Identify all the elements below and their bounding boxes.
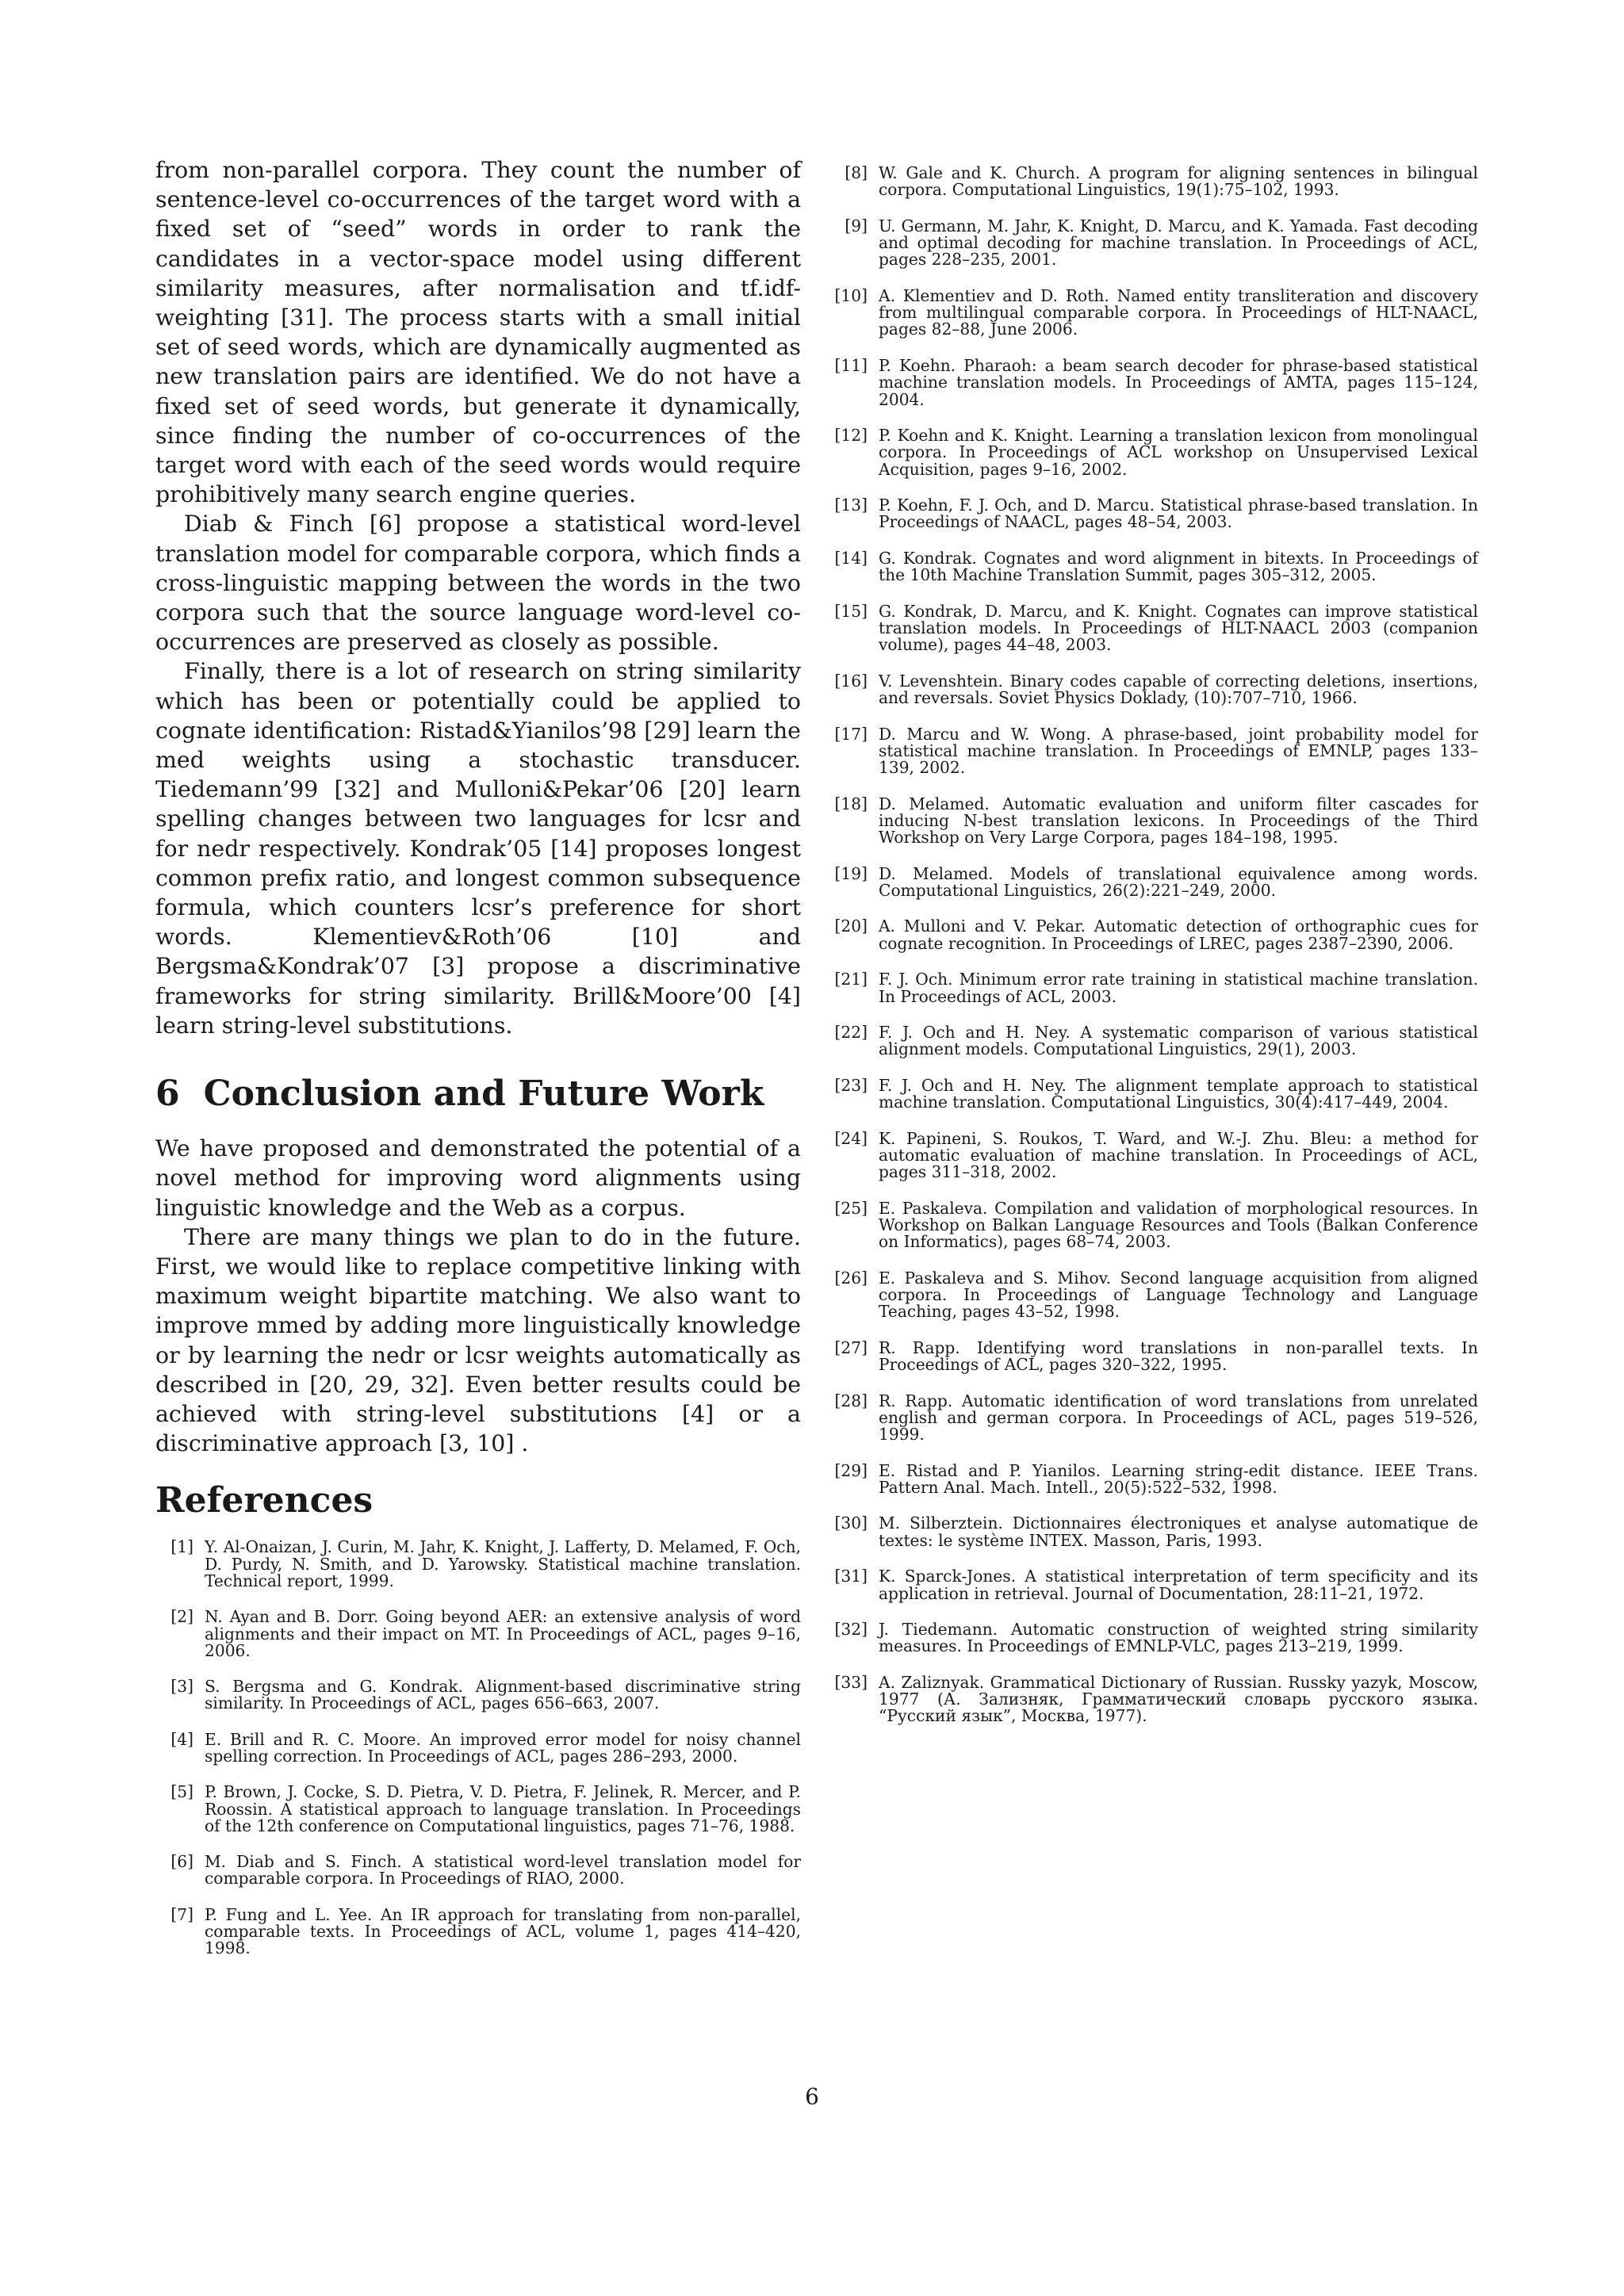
- reference-text: P. Koehn, F. J. Och, and D. Marcu. Statistical phrase-based translation. In Proceedings of NAACL, pages 48–54, 2003.: [879, 496, 1478, 532]
- reference-item: [829, 355, 1478, 409]
- reference-item: [829, 796, 1478, 847]
- reference-label: [28]: [834, 1391, 868, 1410]
- reference-item: [829, 1128, 1478, 1182]
- reference-item: [155, 1784, 801, 1835]
- reference-label: [27]: [834, 1337, 868, 1357]
- reference-item: [829, 971, 1478, 1005]
- reference-text: A. Mulloni and V. Pekar. Automatic detection of orthographic cues for cognate recognition. In Proceedings of LREC, pages 2387–2390, 2006.: [879, 916, 1478, 953]
- body-paragraph: We have proposed and demonstrated the potential of a novel method for improving word alignments using linguistic knowledge and the Web as a corpus.: [155, 1135, 801, 1221]
- reference-item: [829, 550, 1478, 584]
- reference-text: W. Gale and K. Church. A program for aligning sentences in bilingual corpora. Computational Linguistics, 19(1):75–102, 1993.: [879, 163, 1478, 200]
- reference-item: [829, 285, 1478, 339]
- reference-item: [829, 1515, 1478, 1549]
- reference-text: D. Melamed. Models of translational equivalence among words. Computational Linguistics, 26(2):221–249, 2000.: [879, 863, 1478, 900]
- reference-label: [22]: [834, 1023, 868, 1043]
- reference-text: N. Ayan and B. Dorr. Going beyond AER: an extensive analysis of word alignments and their impact on MT. In Proceedings of ACL, pages 9–16, 2006.: [205, 1607, 801, 1660]
- reference-text: E. Paskaleva and S. Mihov. Second language acquisition from aligned corpora. In Proceedings of Language Technology and Language Teaching, pages 43–52, 1998.: [879, 1268, 1478, 1322]
- reference-label: [33]: [834, 1672, 868, 1692]
- body-paragraph: from non-parallel corpora. They count the number of sentence-level co-occurrences of the target word with a fixed set of “seed” words in order to rank the candidates in a vector-space model using different similarity measures, after normalisation and tf.idf-weighting [31]. The process starts with a small initial set of seed words, which are dynamically augmented as new translation pairs are identified. We do not have a fixed set of seed words, but generate it dynamically, since finding the number of co-occurrences of the target word with each of the seed words would require prohibitively many search engine queries.: [155, 157, 801, 508]
- reference-item: [155, 1729, 801, 1766]
- reference-text: K. Sparck-Jones. A statistical interpretation of term specificity and its application in retrieval. Journal of Documentation, 28:11–21, 1972.: [879, 1567, 1478, 1603]
- body-paragraph: Diab & Finch [6] propose a statistical word-level translation model for comparable corpora, which finds a cross-linguistic mapping between the words in the two corpora such that the source language word-level co-occurrences are preserved as closely as possible.: [155, 511, 801, 656]
- reference-text: K. Papineni, S. Roukos, T. Ward, and W.-J. Zhu. Bleu: a method for automatic evaluation of machine translation. In Proceedings of ACL, pages 311–318, 2002.: [879, 1128, 1478, 1182]
- reference-item: [829, 1674, 1478, 1725]
- reference-text: S. Bergsma and G. Kondrak. Alignment-based discriminative string similarity. In Proceedings of ACL, pages 656–663, 2007.: [205, 1677, 801, 1713]
- reference-label: [23]: [834, 1075, 868, 1095]
- reference-text: R. Rapp. Identifying word translations in non-parallel texts. In Proceedings of ACL, pages 320–322, 1995.: [879, 1337, 1478, 1375]
- right-column: [829, 165, 1478, 1744]
- reference-label: [2]: [170, 1607, 193, 1627]
- reference-label: [16]: [834, 671, 868, 691]
- reference-label: [21]: [834, 970, 868, 989]
- reference-item: [829, 497, 1478, 531]
- reference-item: [829, 1337, 1478, 1375]
- reference-label: [7]: [170, 1904, 193, 1924]
- reference-item: [829, 603, 1478, 654]
- reference-item: [829, 1460, 1478, 1497]
- reference-item: [155, 1854, 801, 1888]
- reference-text: D. Marcu and W. Wong. A phrase-based, joint probability model for statistical machine translation. In Proceedings of EMNLP, pages 133–139, 2002.: [879, 724, 1478, 778]
- reference-label: [14]: [834, 548, 868, 568]
- reference-text: P. Brown, J. Cocke, S. D. Pietra, V. D. Pietra, F. Jelinek, R. Mercer, and P. Roossin. A statistical approach to language translation. In Proceedings of the 12th conference on Computational linguistics, pages 71–76, 1988.: [205, 1782, 801, 1835]
- reference-label: [18]: [834, 794, 868, 813]
- section-title: Conclusion and Future Work: [203, 1073, 764, 1115]
- reference-item: [829, 1024, 1478, 1058]
- reference-label: [24]: [834, 1128, 868, 1148]
- reference-item: [829, 1393, 1478, 1444]
- body-paragraph: There are many things we plan to do in the future. First, we would like to replace competitive linking with maximum weight bipartite matching. We also want to improve mmed by adding more linguistically knowledge or by learning the nedr or lcsr weights automatically as described in [20, 29, 32]. Even better results could be achieved with string-level substitutions [4] or a discriminative approach [3, 10] .: [155, 1223, 801, 1457]
- reference-text: P. Koehn. Pharaoh: a beam search decoder for phrase-based statistical machine translation models. In Proceedings of AMTA, pages 115–124, 2004.: [879, 355, 1478, 409]
- reference-list-left: [155, 1539, 801, 1957]
- reference-label: [12]: [834, 426, 868, 446]
- page-number: 6: [805, 2084, 819, 2110]
- reference-text: D. Melamed. Automatic evaluation and uniform filter cascades for inducing N-best translation lexicons. In Proceedings of the Third Workshop on Very Large Corpora, pages 184–198, 1995.: [879, 794, 1478, 848]
- reference-item: [829, 218, 1478, 269]
- reference-item: [829, 726, 1478, 777]
- reference-text: A. Klementiev and D. Roth. Named entity transliteration and discovery from multilingual comparable corpora. In Proceedings of HLT-NAACL, pages 82–88, June 2006.: [879, 285, 1478, 339]
- reference-label: [8]: [845, 163, 868, 182]
- reference-item: [829, 165, 1478, 199]
- body-paragraph: Finally, there is a lot of research on string similarity which has been or potentially could be applied to cognate identification: Ristad&Yianilos’98 [29] learn the med weights using a stochastic transducer. Tiedemann’99 [32] and Mulloni&Pekar’06 [20] learn spelling changes between two languages for lcsr and for nedr respectively. Kondrak’05 [14] proposes longest common prefix ratio, and longest common subsequence formula, which counters lcsr’s preference for short words. Klementiev&Roth’06 [10] and Bergsma&Kondrak’07 [3] propose a discriminative frameworks for string similarity. Brill&Moore’00 [4] learn string-level substitutions.: [155, 658, 801, 1039]
- reference-text: M. Diab and S. Finch. A statistical word-level translation model for comparable corpora. In Proceedings of RIAO, 2000.: [205, 1852, 801, 1888]
- reference-item: [829, 1270, 1478, 1321]
- reference-item: [829, 863, 1478, 900]
- left-column: [155, 155, 801, 1976]
- reference-label: [25]: [834, 1198, 868, 1218]
- reference-label: [15]: [834, 601, 868, 621]
- reference-label: [26]: [834, 1268, 868, 1288]
- section-number: 6: [155, 1073, 180, 1115]
- reference-label: [4]: [170, 1729, 193, 1749]
- reference-label: [1]: [170, 1537, 193, 1557]
- reference-label: [20]: [834, 916, 868, 936]
- reference-text: V. Levenshtein. Binary codes capable of correcting deletions, insertions, and reversals. Soviet Physics Doklady, (10):707–710, 1966.: [879, 671, 1478, 708]
- reference-item: [155, 1539, 801, 1590]
- reference-text: P. Koehn and K. Knight. Learning a translation lexicon from monolingual corpora. In Proceedings of ACL workshop on Unsupervised Lexical Acquisition, pages 9–16, 2002.: [879, 426, 1478, 479]
- reference-label: [29]: [834, 1460, 868, 1480]
- reference-label: [3]: [170, 1677, 193, 1697]
- section-heading: [155, 1073, 801, 1115]
- reference-text: F. J. Och and H. Ney. A systematic comparison of various statistical alignment models. Computational Linguistics, 29(1), 2003.: [879, 1023, 1478, 1059]
- reference-text: E. Brill and R. C. Moore. An improved error model for noisy channel spelling correction. In Proceedings of ACL, pages 286–293, 2000.: [205, 1729, 801, 1766]
- reference-text: A. Zaliznyak. Grammatical Dictionary of Russian. Russky yazyk, Moscow, 1977 (А. Зализняк, Грамматический словарь русского языка. “Русский язык”, Москва, 1977).: [879, 1672, 1478, 1726]
- reference-label: [30]: [834, 1513, 868, 1533]
- references-heading: References: [155, 1480, 373, 1521]
- reference-text: F. J. Och and H. Ney. The alignment template approach to statistical machine translation. Computational Linguistics, 30(4):417–449, 2004.: [879, 1075, 1478, 1112]
- reference-text: G. Kondrak. Cognates and word alignment in bitexts. In Proceedings of the 10th Machine Translation Summit, pages 305–312, 2005.: [879, 548, 1478, 585]
- reference-text: U. Germann, M. Jahr, K. Knight, D. Marcu, and K. Yamada. Fast decoding and optimal decoding for machine translation. In Proceedings of ACL, pages 228–235, 2001.: [879, 216, 1478, 270]
- reference-label: [17]: [834, 724, 868, 744]
- reference-label: [9]: [845, 216, 868, 235]
- reference-label: [19]: [834, 863, 868, 883]
- reference-label: [32]: [834, 1620, 868, 1640]
- reference-item: [829, 427, 1478, 478]
- reference-item: [829, 1621, 1478, 1655]
- reference-label: [13]: [834, 496, 868, 515]
- reference-label: [5]: [170, 1782, 193, 1802]
- reference-text: G. Kondrak, D. Marcu, and K. Knight. Cognates can improve statistical translation models. In Proceedings of HLT-NAACL 2003 (companion volume), pages 44–48, 2003.: [879, 601, 1478, 655]
- reference-item: [829, 1077, 1478, 1112]
- reference-text: R. Rapp. Automatic identification of word translations from unrelated english and german corpora. In Proceedings of ACL, pages 519–526, 1999.: [879, 1391, 1478, 1445]
- reference-text: Y. Al-Onaizan, J. Curin, M. Jahr, K. Knight, J. Lafferty, D. Melamed, F. Och, D. Purdy, N. Smith, and D. Yarowsky. Statistical machine translation. Technical report, 1999.: [205, 1537, 801, 1590]
- reference-text: E. Paskaleva. Compilation and validation of morphological resources. In Workshop on Balkan Language Resources and Tools (Balkan Conference on Informatics), pages 68–74, 2003.: [879, 1198, 1478, 1252]
- reference-label: [11]: [834, 355, 868, 375]
- reference-item: [829, 673, 1478, 707]
- reference-label: [6]: [170, 1852, 193, 1872]
- reference-list-right: [829, 165, 1478, 1725]
- reference-item: [829, 1568, 1478, 1602]
- reference-text: M. Silberztein. Dictionnaires électroniques et analyse automatique de textes: le système INTEX. Masson, Paris, 1993.: [879, 1513, 1478, 1550]
- reference-text: E. Ristad and P. Yianilos. Learning string-edit distance. IEEE Trans. Pattern Anal. Mach. Intell., 20(5):522–532, 1998.: [879, 1460, 1478, 1497]
- reference-item: [829, 1200, 1478, 1251]
- reference-label: [31]: [834, 1567, 868, 1586]
- reference-item: [155, 1609, 801, 1659]
- reference-item: [829, 918, 1478, 952]
- reference-text: P. Fung and L. Yee. An IR approach for translating from non-parallel, comparable texts. In Proceedings of ACL, volume 1, pages 414–420, 1998.: [205, 1904, 801, 1958]
- reference-item: [155, 1904, 801, 1958]
- reference-text: F. J. Och. Minimum error rate training in statistical machine translation. In Proceedings of ACL, 2003.: [879, 970, 1478, 1006]
- reference-text: J. Tiedemann. Automatic construction of weighted string similarity measures. In Proceedings of EMNLP-VLC, pages 213–219, 1999.: [879, 1620, 1478, 1656]
- reference-item: [155, 1678, 801, 1712]
- reference-label: [10]: [834, 285, 868, 305]
